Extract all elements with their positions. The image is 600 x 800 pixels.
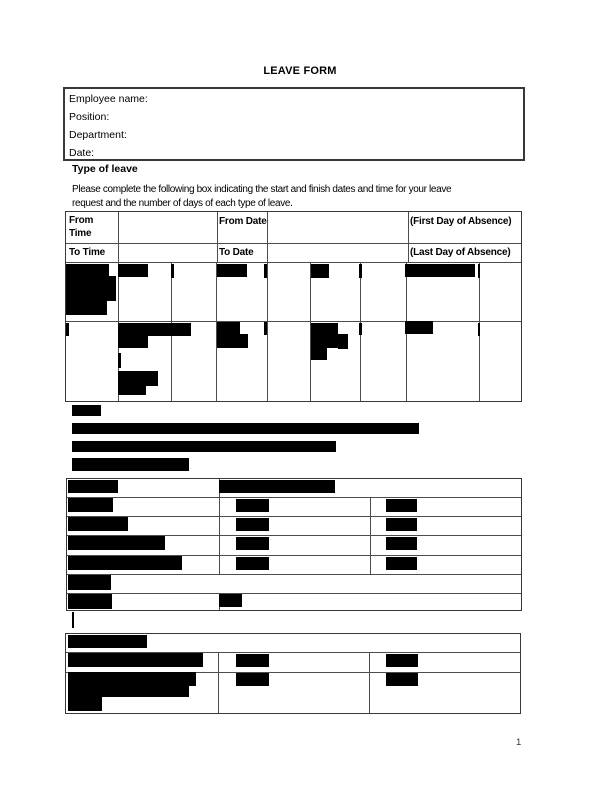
grid-line	[218, 652, 219, 713]
type_table-redaction	[68, 556, 182, 570]
text_lines-redaction	[72, 405, 101, 416]
type_table-redaction	[68, 517, 128, 531]
grid-line	[67, 516, 521, 517]
type_table-redaction	[236, 499, 269, 512]
from-date-header: From Date	[219, 216, 267, 227]
signature_table-redaction	[68, 672, 196, 686]
signature_table-redaction	[68, 653, 203, 667]
grid-line	[67, 497, 521, 498]
main_table-redaction	[359, 264, 362, 278]
type_table-redaction	[386, 518, 417, 531]
signature_table-redaction	[386, 673, 418, 686]
main_table-redaction	[118, 264, 148, 277]
text-cursor	[72, 612, 74, 628]
grid-line	[217, 212, 218, 262]
main_table-redaction	[311, 348, 327, 360]
type_table-redaction	[386, 499, 417, 512]
page-number: 1	[516, 737, 522, 748]
type_table-redaction	[219, 594, 242, 607]
type_table-redaction	[236, 557, 269, 570]
main_table-redaction	[338, 334, 348, 349]
grid-line	[67, 574, 521, 575]
to-date-header: To Date	[219, 247, 254, 258]
main_table-redaction	[311, 264, 329, 278]
main_table-redaction	[405, 264, 475, 277]
main_table-redaction	[66, 323, 69, 336]
main_table-redaction	[118, 323, 191, 336]
first-day-absence-label: (First Day of Absence)	[410, 216, 512, 227]
from-time-header: From Time	[69, 215, 94, 239]
main_table-redaction	[66, 264, 109, 276]
text_lines-redaction	[72, 423, 419, 434]
main_table-redaction	[66, 276, 116, 301]
text_lines-redaction	[72, 458, 189, 471]
main_table-redaction	[66, 301, 107, 315]
date-label: Date:	[69, 147, 95, 159]
grid-line	[369, 652, 370, 713]
type_table-redaction	[68, 575, 111, 590]
type_table-redaction	[68, 594, 112, 609]
type_table-redaction	[386, 537, 417, 550]
main_table-redaction	[478, 323, 480, 336]
main_table-redaction	[311, 323, 338, 348]
grid-line	[66, 262, 521, 263]
main_table-redaction	[264, 322, 267, 335]
signature_table-redaction	[68, 686, 189, 697]
text_lines-redaction	[72, 441, 336, 452]
main_table-redaction	[478, 264, 480, 278]
signature_table-redaction	[68, 635, 147, 648]
main_table-redaction	[264, 264, 267, 278]
instructions-line-2: request and the number of days of each type of leave.	[72, 198, 293, 209]
main_table-redaction	[217, 264, 247, 277]
grid-line	[66, 321, 521, 322]
page-title: LEAVE FORM	[263, 65, 337, 77]
section-heading: Type of leave	[72, 163, 138, 175]
grid-line	[66, 243, 521, 244]
main_table-redaction	[405, 321, 433, 334]
signature_table-redaction	[236, 654, 269, 667]
grid-line	[370, 497, 371, 574]
employee-name-label: Employee name:	[69, 93, 148, 105]
type_table-redaction	[236, 518, 269, 531]
main_table-redaction	[359, 323, 362, 335]
grid-line	[118, 212, 119, 262]
main_table-redaction	[118, 386, 146, 395]
grid-line	[267, 262, 268, 401]
signature_table-redaction	[386, 654, 418, 667]
instructions-line-1: Please complete the following box indicating the start and finish dates and time for your leave	[72, 184, 452, 195]
department-label: Department:	[69, 129, 127, 141]
main_table-redaction	[217, 334, 248, 348]
employee-info-box	[63, 87, 525, 161]
last-day-absence-label: (Last Day of Absence)	[410, 247, 511, 258]
grid-line	[408, 212, 409, 262]
position-label: Position:	[69, 111, 110, 123]
main_table-redaction	[171, 264, 174, 278]
grid-line	[67, 593, 521, 594]
grid-line	[219, 479, 220, 574]
type_table-redaction	[68, 536, 165, 550]
type_table-redaction	[236, 537, 269, 550]
type_table-redaction	[386, 557, 417, 570]
grid-line	[267, 212, 268, 262]
main_table-redaction	[118, 353, 121, 368]
main_table-redaction	[118, 371, 158, 386]
type_table-redaction	[68, 480, 118, 493]
signature_table-redaction	[68, 697, 102, 711]
to-time-header: To Time	[69, 247, 106, 258]
main_table-redaction	[118, 336, 148, 348]
type_table-redaction	[68, 498, 113, 512]
type_table-redaction	[219, 480, 335, 493]
signature_table-redaction	[236, 673, 269, 686]
